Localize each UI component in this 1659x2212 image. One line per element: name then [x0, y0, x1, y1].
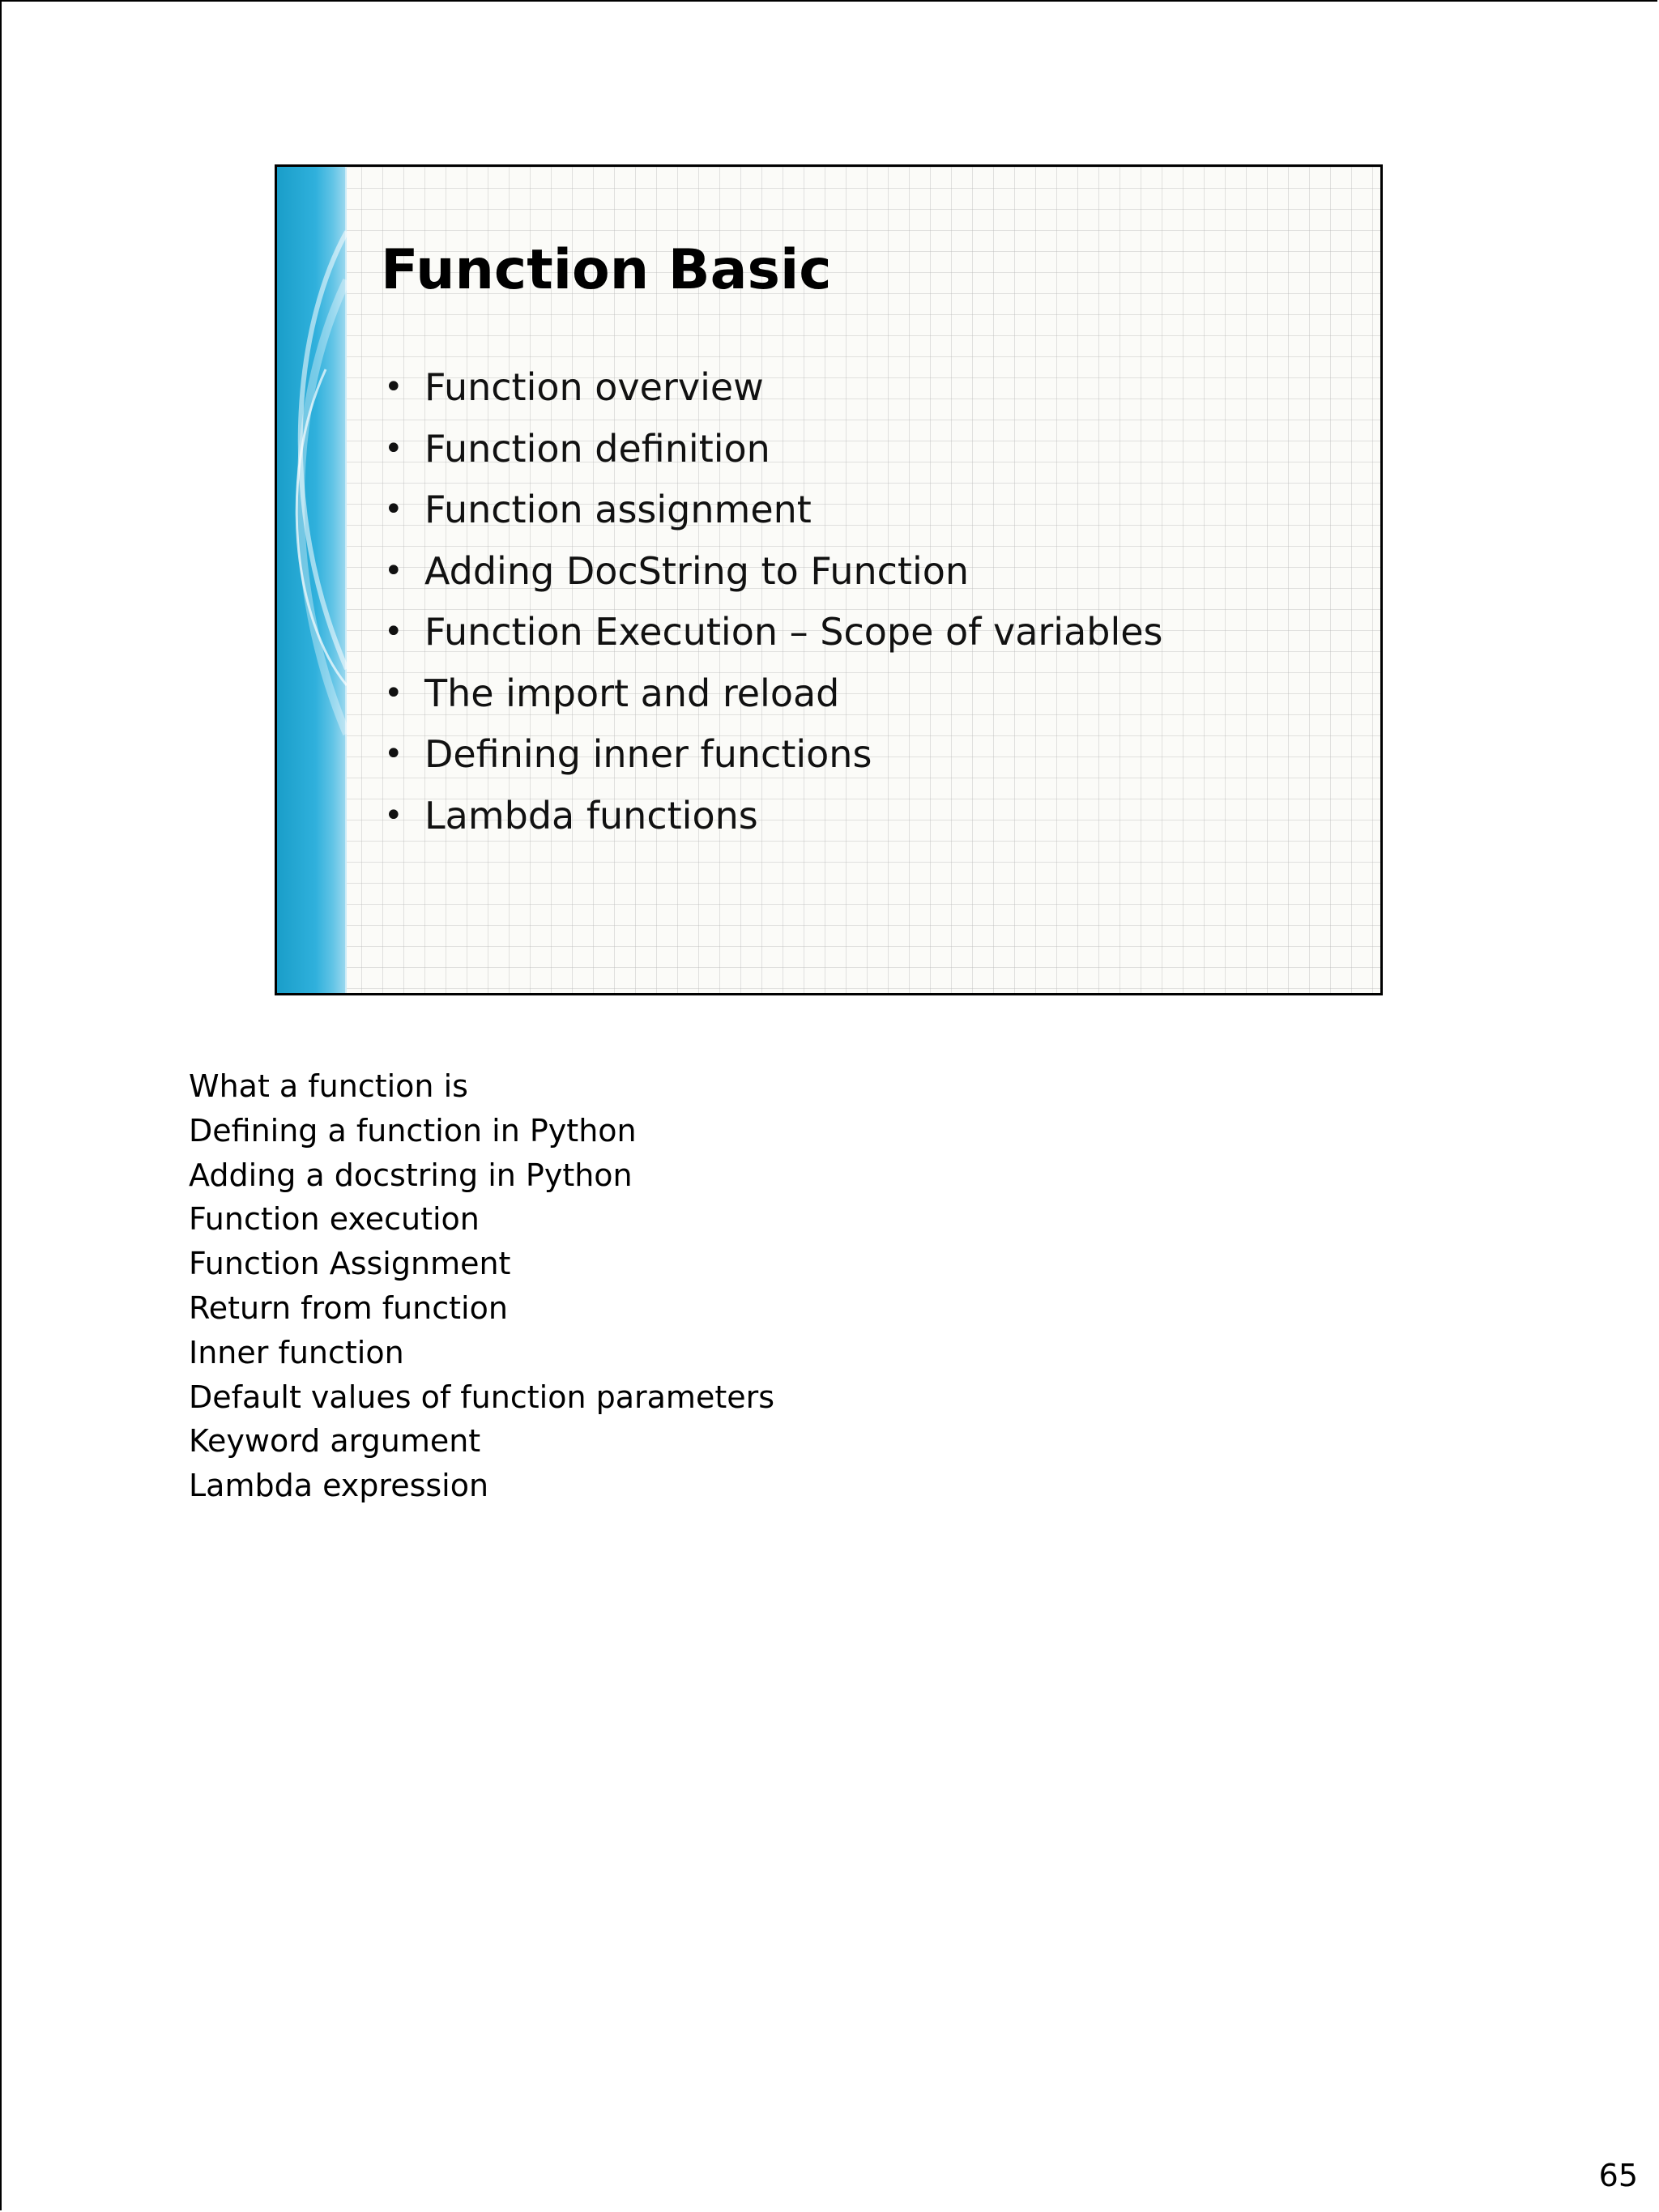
- slide-bullet-list: [381, 357, 1163, 846]
- bullet-icon: •: [384, 796, 403, 834]
- notes-line: What a function is: [189, 1068, 468, 1104]
- notes-line: Function execution: [189, 1201, 480, 1238]
- slide-bullet-item: • Function overview: [381, 357, 1163, 419]
- bullet-icon: •: [384, 735, 403, 773]
- slide-title: Function Basic: [381, 238, 832, 302]
- slide-bullet-item: • Adding DocString to Function: [381, 541, 1163, 603]
- slide-bullet-item: • Function Execution – Scope of variables: [381, 602, 1163, 663]
- slide-bullet-item: • Lambda functions: [381, 786, 1163, 847]
- notes-line: Default values of function parameters: [189, 1379, 775, 1415]
- notes-line: Adding a docstring in Python: [189, 1157, 633, 1193]
- bullet-icon: •: [384, 613, 403, 650]
- notes-line: Keyword argument: [189, 1423, 481, 1460]
- speaker-notes: [189, 1064, 774, 1508]
- slide-bullet-item: • Defining inner functions: [381, 724, 1163, 786]
- slide-bullet-item: • Function assignment: [381, 479, 1163, 541]
- slide-bullet-item: • Function definition: [381, 419, 1163, 480]
- slide-decorative-band: [277, 167, 347, 993]
- notes-line: Inner function: [189, 1334, 404, 1370]
- bullet-icon: •: [384, 674, 403, 712]
- bullet-icon: •: [384, 552, 403, 590]
- notes-line: Lambda expression: [189, 1468, 489, 1504]
- notes-line: Function Assignment: [189, 1246, 511, 1282]
- slide-thumbnail: [275, 164, 1383, 995]
- slide-swoosh-graphic: [277, 167, 347, 993]
- bullet-icon: •: [384, 369, 403, 406]
- notes-line: Return from function: [189, 1289, 508, 1326]
- bullet-icon: •: [384, 491, 403, 528]
- bullet-icon: •: [384, 429, 403, 467]
- page-number: 65: [1598, 2158, 1638, 2193]
- notes-line: Defining a function in Python: [189, 1112, 637, 1149]
- slide-bullet-item: • The import and reload: [381, 663, 1163, 725]
